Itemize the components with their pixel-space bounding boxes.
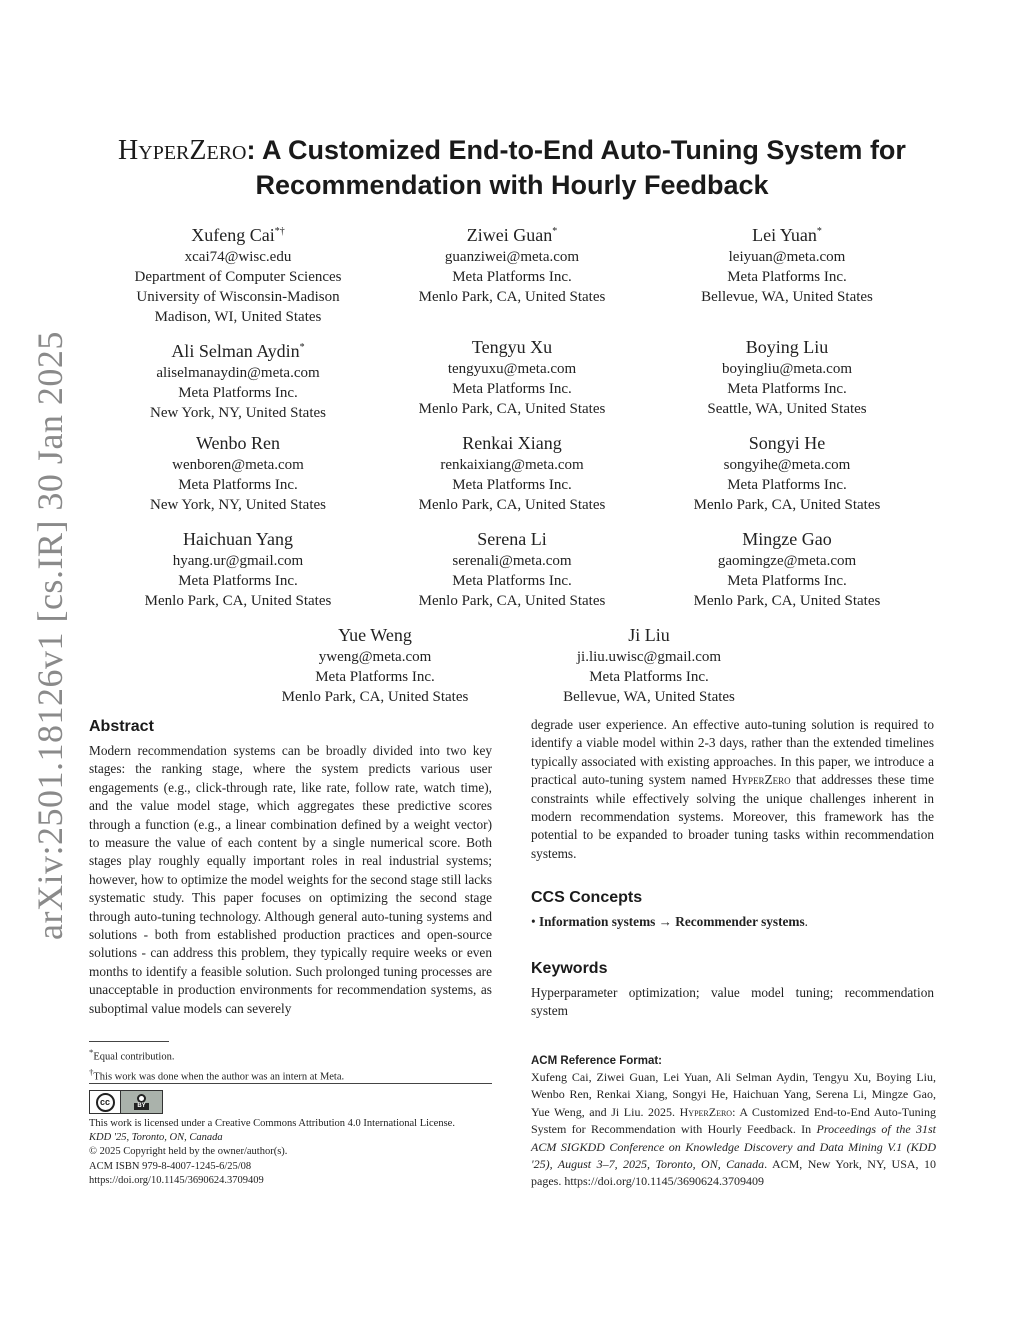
- author-mark: *: [552, 226, 558, 237]
- author-email[interactable]: ji.liu.uwisc@gmail.com: [576, 649, 722, 665]
- author-name: Serena Li: [477, 529, 547, 549]
- author-location: New York, NY, United States: [150, 497, 326, 513]
- footnote-equal-contribution: Equal contribution.: [93, 1051, 175, 1063]
- author-location: Seattle, WA, United States: [707, 401, 867, 417]
- ccs-end: .: [804, 914, 808, 930]
- author-email[interactable]: leiyuan@meta.com: [728, 249, 846, 265]
- system-name-inline: HyperZero: [731, 772, 791, 788]
- ccs-concepts: [531, 913, 934, 931]
- author-block: [637, 432, 937, 515]
- author-affiliation: Meta Platforms Inc.: [452, 269, 572, 285]
- abstract-text: Modern recommendation systems can be broadly divided into two key stages: the ranking stage, where the system predicts various user engagements (e.g., click-through rate, like rate, follow rate, watch time), and the value model stage, which aggregates these predictive scores through a function (e.g., a linear combination defined by a weight vector) to measure the value of each content by a single numerical score. Both stages play roughly equally important roles in real industrial systems; however, how to optimize the model weights for the second stage still lacks systematic study. This paper focuses on optimizing the second stage through auto-tuning technology. Although general auto-tuning systems and solutions - both from established production practices and open-source solutions - can address this problem, they typically require weeks or even months to identify a feasible solution. Such prolonged tuning processes are unacceptable in production environments for recommendation systems, as suboptimal value models can severely: [89, 743, 492, 1016]
- ccs-heading: CCS Concepts: [531, 889, 643, 907]
- author-block: [362, 528, 662, 611]
- bullet-icon: •: [531, 914, 539, 930]
- author-name: Ji Liu: [628, 625, 670, 645]
- author-email[interactable]: serenali@meta.com: [452, 553, 572, 569]
- author-location: Bellevue, WA, United States: [701, 289, 873, 305]
- author-location: Menlo Park, CA, United States: [418, 289, 606, 305]
- system-name: HyperZero: [118, 135, 247, 166]
- author-affiliation: Meta Platforms Inc.: [727, 477, 847, 493]
- author-block: [362, 432, 662, 515]
- author-name: Songyi He: [748, 433, 826, 453]
- cc-icon: cc: [96, 1093, 115, 1112]
- author-block: [225, 624, 525, 707]
- venue: KDD '25, Toronto, ON, Canada: [89, 1132, 223, 1144]
- author-name: Tengyu Xu: [471, 337, 553, 357]
- author-mark: *: [299, 342, 305, 353]
- footnotes: [89, 1045, 492, 1084]
- license-divider: [89, 1083, 492, 1084]
- author-affiliation: Meta Platforms Inc.: [727, 381, 847, 397]
- keywords-text: Hyperparameter optimization; value model tuning; recommendation system: [531, 984, 934, 1019]
- author-location: Madison, WI, United States: [154, 309, 322, 325]
- author-name: Yue Weng: [338, 625, 412, 645]
- author-email[interactable]: aliselmanaydin@meta.com: [156, 365, 320, 381]
- author-affiliation: University of Wisconsin-Madison: [136, 289, 340, 305]
- acm-ref-title: : A Customized End-to-End Auto-Tuning System for Recommendation with Hourly Feedback. In: [531, 1104, 936, 1137]
- author-block: [88, 220, 388, 327]
- author-affiliation: Meta Platforms Inc.: [452, 573, 572, 589]
- author-block: [362, 220, 662, 307]
- ccs-item: Information systems: [538, 914, 656, 930]
- arxiv-identifier-stamp: arXiv:2501.18126v1 [cs.IR] 30 Jan 2025: [30, 331, 70, 940]
- copyright: © 2025 Copyright held by the owner/author(s).: [89, 1146, 288, 1158]
- author-block: [362, 336, 662, 419]
- author-affiliation: Meta Platforms Inc.: [452, 381, 572, 397]
- acm-ref-heading: ACM Reference Format:: [531, 1055, 662, 1067]
- author-location: Menlo Park, CA, United States: [693, 497, 881, 513]
- acm-ref-text: [531, 1069, 936, 1191]
- author-email[interactable]: tengyuxu@meta.com: [447, 361, 577, 377]
- author-email[interactable]: songyihe@meta.com: [723, 457, 851, 473]
- author-name: Ziwei Guan: [466, 225, 553, 245]
- right-column: [531, 716, 934, 1020]
- author-email[interactable]: gaomingze@meta.com: [717, 553, 857, 569]
- author-affiliation: Meta Platforms Inc.: [452, 477, 572, 493]
- author-email[interactable]: wenboren@meta.com: [172, 457, 304, 473]
- author-block: [88, 528, 388, 611]
- abstract-heading: Abstract: [89, 718, 154, 735]
- license-statement: This work is licensed under a Creative Commons Attribution 4.0 International License.: [89, 1118, 455, 1129]
- author-name: Lei Yuan: [752, 225, 817, 245]
- title-line-1: : A Customized End-to-End Auto-Tuning System for: [246, 135, 906, 165]
- author-name: Wenbo Ren: [195, 433, 281, 453]
- author-name: Boying Liu: [745, 337, 829, 357]
- author-location: Menlo Park, CA, United States: [418, 593, 606, 609]
- author-name: Ali Selman Aydin: [171, 341, 300, 361]
- acm-ref-publisher: . ACM, New York, NY, USA, 10 pages. https://doi.org/10.1145/3690624.3709409: [531, 1157, 936, 1189]
- doi-link[interactable]: https://doi.org/10.1145/3690624.3709409: [89, 1174, 264, 1186]
- left-column: [89, 716, 492, 1018]
- acm-ref-proceedings: Proceedings of the 31st ACM SIGKDD Conference on Knowledge Discovery and Data Mining V.1 (KDD '25), August 3–7, 2025, Toronto, ON, Canada: [531, 1122, 937, 1172]
- author-block: [637, 220, 937, 307]
- author-name: Renkai Xiang: [462, 433, 562, 453]
- author-name: Mingze Gao: [742, 529, 832, 549]
- author-location: Bellevue, WA, United States: [563, 689, 735, 705]
- author-email[interactable]: yweng@meta.com: [318, 649, 432, 665]
- ccs-item: Recommender systems: [675, 914, 805, 930]
- author-location: Menlo Park, CA, United States: [418, 497, 606, 513]
- author-block: [499, 624, 799, 707]
- isbn: ACM ISBN 979-8-4007-1245-6/25/08: [89, 1160, 252, 1172]
- abstract-continued-part: degrade user experience. An effective auto-tuning solution is required to identify a viable model within 2-3 days, rather than the extended timelines typically associated with existing approaches. In this paper, we introduce a practical auto-tuning system named: [531, 717, 934, 788]
- author-email[interactable]: renkaixiang@meta.com: [440, 457, 584, 473]
- author-block: [637, 336, 937, 419]
- author-affiliation: Meta Platforms Inc.: [315, 669, 435, 685]
- author-location: Menlo Park, CA, United States: [281, 689, 469, 705]
- author-affiliation: Meta Platforms Inc.: [589, 669, 709, 685]
- cc-by-license-icon[interactable]: [89, 1090, 163, 1114]
- footnote-mark: *: [89, 1047, 94, 1057]
- acm-reference-format: [531, 1053, 936, 1191]
- keywords-heading: Keywords: [531, 959, 608, 977]
- author-location: New York, NY, United States: [150, 405, 326, 421]
- author-affiliation: Meta Platforms Inc.: [727, 573, 847, 589]
- by-label: BY: [134, 1103, 148, 1110]
- author-affiliation: Meta Platforms Inc.: [178, 477, 298, 493]
- author-affiliation: Meta Platforms Inc.: [178, 573, 298, 589]
- author-email[interactable]: xcai74@wisc.edu: [184, 249, 292, 265]
- footnote-mark: †: [89, 1066, 94, 1077]
- footnote-divider: [89, 1041, 169, 1042]
- footnote-intern: This work was done when the author was an intern at Meta.: [93, 1071, 345, 1082]
- author-block: [88, 336, 388, 423]
- author-name: Haichuan Yang: [183, 529, 293, 549]
- author-email[interactable]: guanziwei@meta.com: [444, 249, 580, 265]
- author-block: [637, 528, 937, 611]
- author-name: Xufeng Cai: [191, 225, 275, 245]
- author-mark: *†: [274, 226, 285, 237]
- author-email[interactable]: hyang.ur@gmail.com: [172, 553, 304, 569]
- acm-ref-authors: Xufeng Cai, Ziwei Guan, Lei Yuan, Ali Selman Aydin, Tengyu Xu, Boying Liu, Wenbo Ren, Renkai Xiang, Songyi He, Haichuan Yang, Serena Li, Mingze Gao, Yue Weng, and Ji Liu. 2025.: [531, 1070, 936, 1119]
- abstract-continued-part: that addresses these time constraints while effectively solving the unique challenges inherent in modern recommendation systems. Moreover, this framework has the potential to be expanded to broader tuning tasks within recommendation systems.: [531, 772, 934, 861]
- title-line-2: Recommendation with Hourly Feedback: [255, 170, 769, 200]
- system-name-inline: HyperZero: [679, 1104, 733, 1119]
- author-email[interactable]: boyingliu@meta.com: [721, 361, 853, 377]
- right-arrow-icon: →: [658, 914, 672, 930]
- author-location: Menlo Park, CA, United States: [144, 593, 332, 609]
- person-icon: [137, 1094, 146, 1103]
- author-block: [88, 432, 388, 515]
- paper-title: [90, 133, 934, 202]
- author-mark: *: [816, 226, 822, 237]
- abstract-continued: [531, 716, 934, 863]
- license-block: [89, 1117, 499, 1188]
- author-location: Menlo Park, CA, United States: [418, 401, 606, 417]
- author-location: Menlo Park, CA, United States: [693, 593, 881, 609]
- author-affiliation: Department of Computer Sciences: [134, 269, 342, 285]
- author-affiliation: Meta Platforms Inc.: [178, 385, 298, 401]
- author-affiliation: Meta Platforms Inc.: [727, 269, 847, 285]
